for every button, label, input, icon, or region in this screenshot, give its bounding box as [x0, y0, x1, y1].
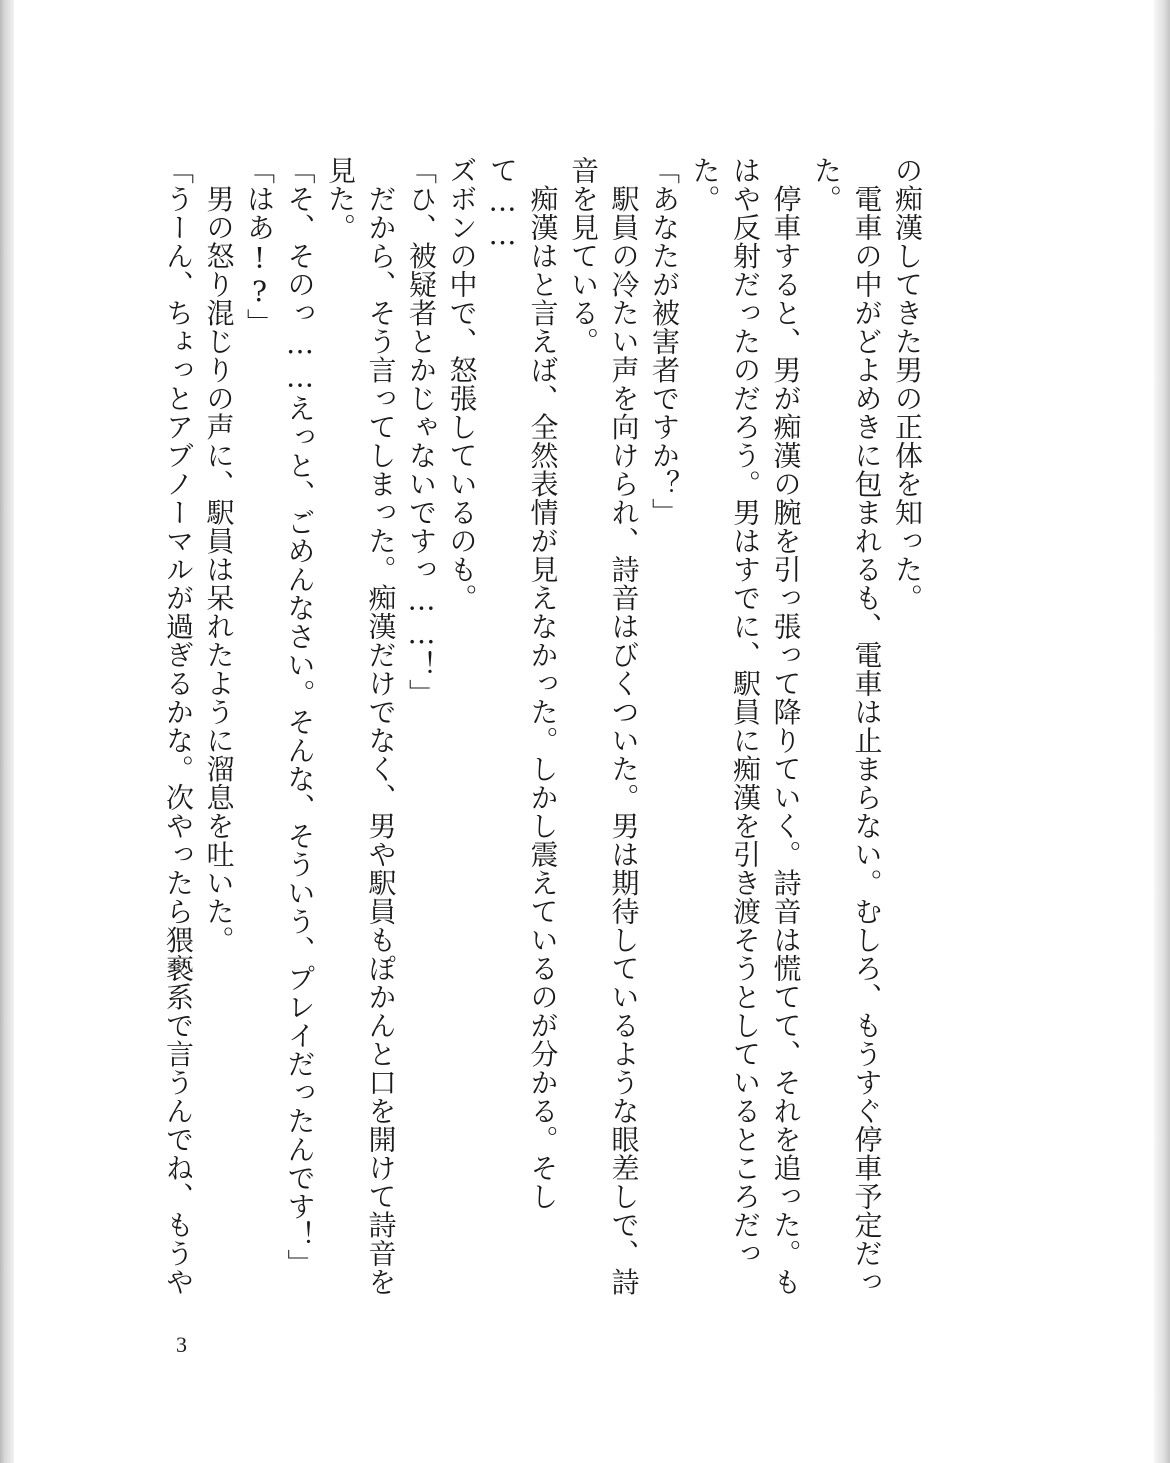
text-line: 「そ、そのっ……えっと、ごめんなさい。そんな、そういう、プレイだったんです！」 — [283, 156, 317, 1278]
text-line: た。 — [810, 156, 843, 213]
page-edge-right — [1154, 0, 1170, 1463]
text-line: ズボンの中で、怒張しているのも。 — [445, 156, 479, 612]
text-line: 「あなたが被害者ですか？」 — [648, 156, 681, 527]
text-line: 電車の中がどよめきに包まれるも、電車は止まらない。むしろ、もうすぐ停車予定だっ — [850, 156, 884, 1296]
text-line: 駅員の冷たい声を向けられ、詩音はびくついた。男は期待しているような眼差しで、詩 — [607, 156, 641, 1296]
text-line: 男の怒り混じりの声に、駅員は呆れたように溜息を吐いた。 — [202, 156, 236, 954]
text-line: だから、そう言ってしまった。痴漢だけでなく、男や駅員もぽかんと口を開けて詩音を — [364, 156, 398, 1296]
text-line: 「ひ、被疑者とかじゃないですっ……！」 — [405, 156, 438, 708]
text-line: はや反射だったのだろう。男はすでに、駅員に痴漢を引き渡そうとしているところだった。 — [688, 156, 762, 1268]
page-edge-left — [0, 0, 14, 1463]
text-line: 見た。 — [324, 156, 357, 242]
text-line: 音を見ている。 — [567, 156, 600, 356]
page-number: 3 — [176, 1332, 187, 1357]
text-line: 痴漢はと言えば、全然表情が見えなかった。しかし震えているのが分かる。そして…… — [486, 156, 560, 1211]
text-line: の痴漢してきた男の正体を知った。 — [891, 156, 924, 612]
text-line: 「うーん、ちょっとアブノーマルが過ぎるかな。次やったら猥褻系で言うんでね、もうや — [162, 156, 195, 1296]
text-line: 「はあ!?」 — [243, 156, 276, 337]
book-page — [14, 0, 1154, 1463]
vertical-body-text — [158, 156, 928, 1296]
text-line: 停車すると、男が痴漢の腕を引っ張って降りていく。詩音は慌てて、それを追った。も — [769, 156, 803, 1296]
